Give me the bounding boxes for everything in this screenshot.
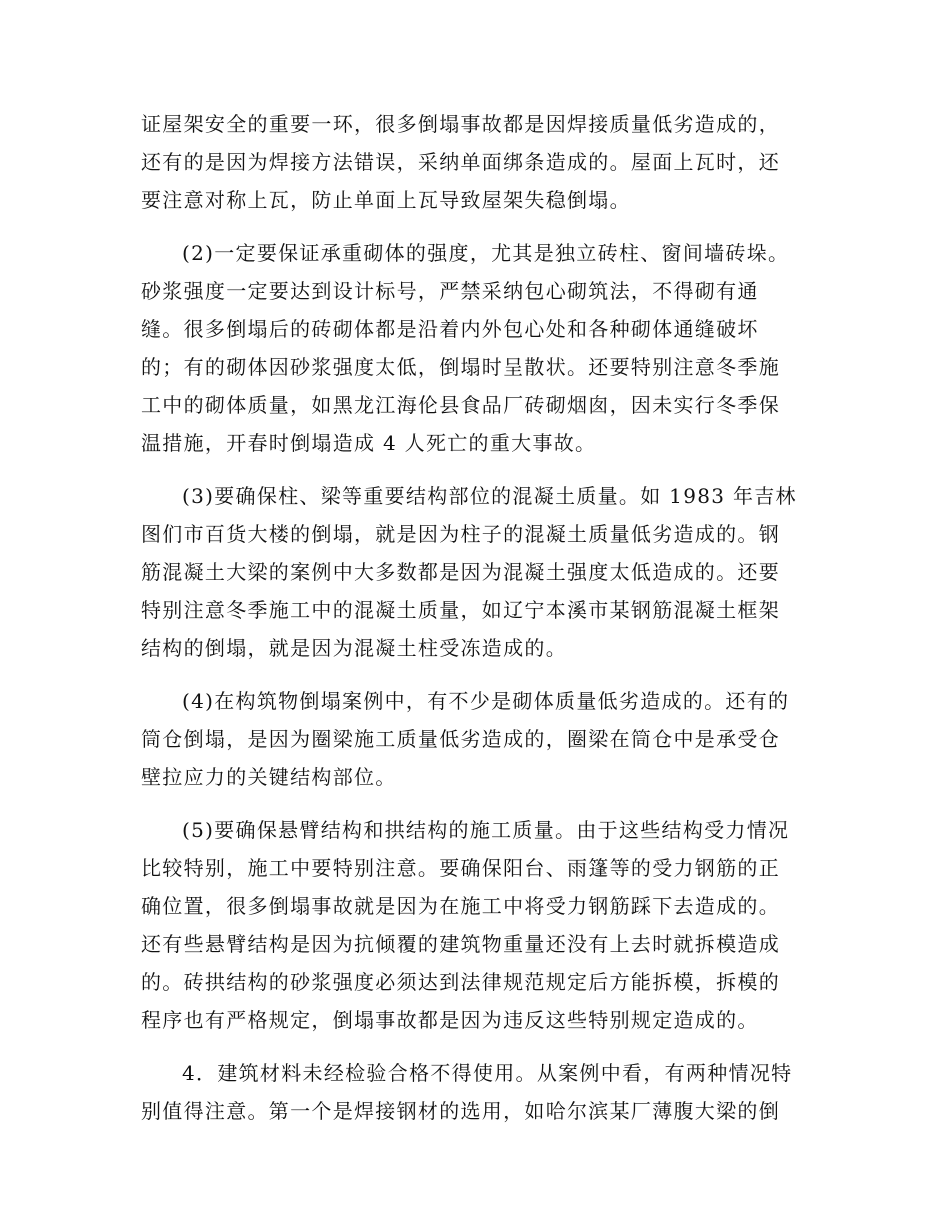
text-line: 程序也有严格规定，倒塌事故都是因为违反这些特别规定造成的。 (141, 1008, 759, 1032)
text-line: 比较特别，施工中要特别注意。要确保阳台、雨篷等的受力钢筋的正 (141, 856, 780, 880)
text-line: 特别注意冬季施工中的混凝土质量，如辽宁本溪市某钢筋混凝土框架 (141, 598, 780, 622)
text-line: 别值得注意。第一个是焊接钢材的选用，如哈尔滨某厂薄腹大梁的倒 (141, 1099, 780, 1123)
text-line: (4)在构筑物倒塌案例中，有不少是砌体质量低劣造成的。还有的 (182, 689, 790, 713)
paragraph-section-4 (141, 1054, 821, 1130)
paragraph-item-4 (141, 682, 821, 796)
text-line: 结构的倒塌，就是因为混凝土柱受冻造成的。 (141, 636, 567, 660)
text-line: 还有些悬臂结构是因为抗倾覆的建筑物重量还没有上去时就拆模造成 (141, 932, 780, 956)
text-line: 要注意对称上瓦，防止单面上瓦导致屋架失稳倒塌。 (141, 188, 631, 212)
text-line: 砂浆强度一定要达到设计标号，严禁采纳包心砌筑法，不得砌有通 (141, 279, 759, 303)
text-line: 还有的是因为焊接方法错误，采纳单面绑条造成的。屋面上瓦时，还 (141, 150, 780, 174)
text-line: (5)要确保悬臂结构和拱结构的施工质量。由于这些结构受力情况 (182, 818, 790, 842)
paragraph-continuation (141, 105, 821, 219)
text-line: 工中的砌体质量，如黑龙江海伦县食品厂砖砌烟囱，因未实行冬季保 (141, 393, 780, 417)
text-line: 筋混凝土大梁的案例中大多数都是因为混凝土强度太低造成的。还要 (141, 560, 780, 584)
paragraph-item-3 (141, 477, 821, 667)
text-line: 缝。很多倒塌后的砖砌体都是沿着内外包心处和各种砌体通缝破坏 (141, 317, 759, 341)
text-line: 图们市百货大楼的倒塌，就是因为柱子的混凝土质量低劣造成的。钢 (141, 522, 780, 546)
text-line: 4．建筑材料未经检验合格不得使用。从案例中看，有两种情况特 (182, 1061, 793, 1085)
paragraph-item-2 (141, 234, 821, 462)
paragraph-item-5 (141, 811, 821, 1039)
text-line: (2)一定要保证承重砌体的强度，尤其是独立砖柱、窗间墙砖垛。 (182, 241, 790, 265)
text-line: (3)要确保柱、梁等重要结构部位的混凝土质量。如 1983 年吉林 (182, 484, 797, 508)
text-line: 的。砖拱结构的砂浆强度必须达到法律规范规定后方能拆模，拆模的 (141, 970, 780, 994)
text-line: 证屋架安全的重要一环，很多倒塌事故都是因焊接质量低劣造成的， (141, 112, 780, 136)
document-body (141, 105, 821, 1145)
text-line: 壁拉应力的关键结构部位。 (141, 765, 397, 789)
text-line: 的；有的砌体因砂浆强度太低，倒塌时呈散状。还要特别注意冬季施 (141, 355, 780, 379)
text-line: 确位置，很多倒塌事故就是因为在施工中将受力钢筋踩下去造成的。 (141, 894, 780, 918)
text-line: 筒仓倒塌，是因为圈梁施工质量低劣造成的，圈梁在筒仓中是承受仓 (141, 727, 780, 751)
text-line: 温措施，开春时倒塌造成 4 人死亡的重大事故。 (141, 431, 597, 455)
